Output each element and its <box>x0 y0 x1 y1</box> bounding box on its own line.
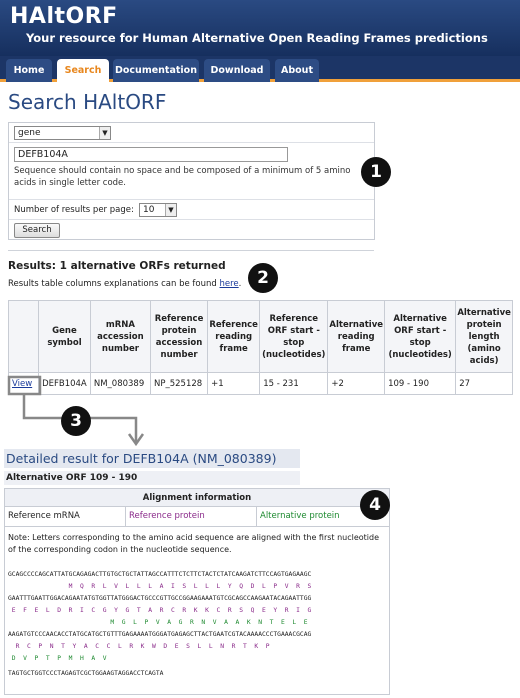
col-reference-mrna: Reference mRNA <box>5 507 126 526</box>
results-note-suffix: . <box>238 279 242 289</box>
search-type-row <box>9 123 374 143</box>
search-hint: Sequence should contain no space and be composed of a minimum of 5 amino acids in single letter code. <box>14 166 351 188</box>
site-logo[interactable]: HAltORF <box>10 4 118 29</box>
detail-subtitle: Alternative ORF 109 - 190 <box>4 471 300 485</box>
search-form <box>8 122 375 240</box>
col-mrna-accession: mRNA accession number <box>90 301 150 373</box>
divider <box>8 250 374 251</box>
tab-download[interactable]: Download <box>204 59 270 82</box>
tab-home[interactable]: Home <box>6 59 52 82</box>
sequence-line-ref: R C P N T Y A C C L R K W D E S L L N R T K P <box>8 643 270 650</box>
alignment-panel <box>4 488 390 695</box>
per-page-label: Number of results per page: <box>14 205 134 215</box>
search-type-value: gene <box>18 128 41 138</box>
tab-documentation[interactable]: Documentation <box>113 59 199 82</box>
col-ref-protein-accession: Reference protein accession number <box>150 301 207 373</box>
cell-alt-length: 27 <box>456 373 513 395</box>
col-view <box>9 301 39 373</box>
view-link[interactable]: View <box>12 378 33 389</box>
results-help-link[interactable]: here <box>219 279 239 289</box>
per-page-row <box>9 200 374 220</box>
callout-badge-4: 4 <box>360 490 390 520</box>
tab-search[interactable]: Search <box>57 59 109 82</box>
col-alternative-protein: Alternative protein <box>260 511 340 521</box>
site-header <box>0 0 520 56</box>
per-page-value: 10 <box>143 205 155 215</box>
cell-ref-frame: +1 <box>208 373 260 395</box>
sequence-line-mrna: TAGTGCTGGTCCCTAGAGTCGCTGGAAGTAGGACCTCAGTA <box>8 670 164 677</box>
detail-title: Detailed result for DEFB104A (NM_080389) <box>4 449 300 468</box>
search-type-select[interactable] <box>14 126 111 140</box>
col-gene-symbol: Gene symbol <box>39 301 91 373</box>
connector-arrow <box>0 370 200 455</box>
cell-gene: DEFB104A <box>39 373 91 395</box>
search-input[interactable]: DEFB104A <box>14 147 288 162</box>
chevron-down-icon: ▼ <box>165 204 176 216</box>
col-ref-reading-frame: Reference reading frame <box>208 301 260 373</box>
col-reference-protein: Reference protein <box>126 507 257 526</box>
col-alt-length: Alternative protein length (amino acids) <box>456 301 513 373</box>
results-heading: Results: 1 alternative ORFs returned <box>8 260 226 272</box>
sequence-line-mrna: GAATTTGAATTGGACAGAATATGTGGTTATGGGACTGCCCGTTGCCGGAAGAAATGTCGCAGCCAAGAATACAGAATTGG <box>8 595 312 602</box>
cell-mrna: NM_080389 <box>90 373 150 395</box>
search-query-row <box>9 143 374 200</box>
results-note <box>8 279 241 289</box>
sequence-line-alt: D V P T P M H A V <box>8 655 107 662</box>
col-ref-orf: Reference ORF start - stop (nucleotides) <box>260 301 328 373</box>
cell-alt-frame: +2 <box>328 373 385 395</box>
sequence-line-mrna: AAGATGTCCCAACACCTATGCATGCTGTTTGAGAAAATGGGATGAGAGCTTACTGAATCGTACAAAACCCTGAAACGCAG <box>8 631 312 638</box>
site-tagline: Your resource for Human Alternative Open Reading Frames predictions <box>26 31 488 45</box>
cell-ref-protein: NP_525128 <box>150 373 207 395</box>
sequence-line-ref: M Q R L V L L L A I S L L L Y Q D L P V R S <box>8 583 312 590</box>
callout-badge-3: 3 <box>61 406 91 436</box>
cell-alt-orf: 109 - 190 <box>385 373 456 395</box>
tab-about[interactable]: About <box>275 59 319 82</box>
sequence-line-mrna: GCAGCCCCAGCATTATGCAGAGACTTGTGCTGCTATTAGCCATTTCTCTTCTACTCTATCAAGATCTTCCAGTGAGAAGC <box>8 571 312 578</box>
search-button[interactable]: Search <box>14 223 60 238</box>
col-alt-reading-frame: Alternative reading frame <box>328 301 385 373</box>
cell-ref-orf: 15 - 231 <box>260 373 328 395</box>
per-page-select[interactable] <box>139 203 177 217</box>
results-header-row <box>9 301 513 373</box>
sequence-line-ref: E F E L D R I C G Y G T A R C R K K C R S Q E Y R I G <box>8 607 312 614</box>
alignment-header: Alignment information <box>5 489 389 507</box>
main-nav <box>0 56 520 82</box>
chevron-down-icon: ▼ <box>99 127 110 139</box>
callout-badge-2: 2 <box>248 263 278 293</box>
alignment-note: Note: Letters corresponding to the amino acid sequence are aligned with the first nucleotide of the corresponding codon in the nucleotide sequence. <box>8 533 380 554</box>
page-title: Search HAltORF <box>8 90 167 114</box>
col-alt-orf: Alternative ORF start - stop (nucleotides) <box>385 301 456 373</box>
results-note-text: Results table columns explanations can be found <box>8 279 220 289</box>
view-highlight-box <box>9 377 40 394</box>
alignment-columns <box>5 507 389 527</box>
callout-badge-1: 1 <box>361 157 391 187</box>
sequence-line-alt: M G L P V A G R N V A A K N T E L E <box>8 619 308 626</box>
